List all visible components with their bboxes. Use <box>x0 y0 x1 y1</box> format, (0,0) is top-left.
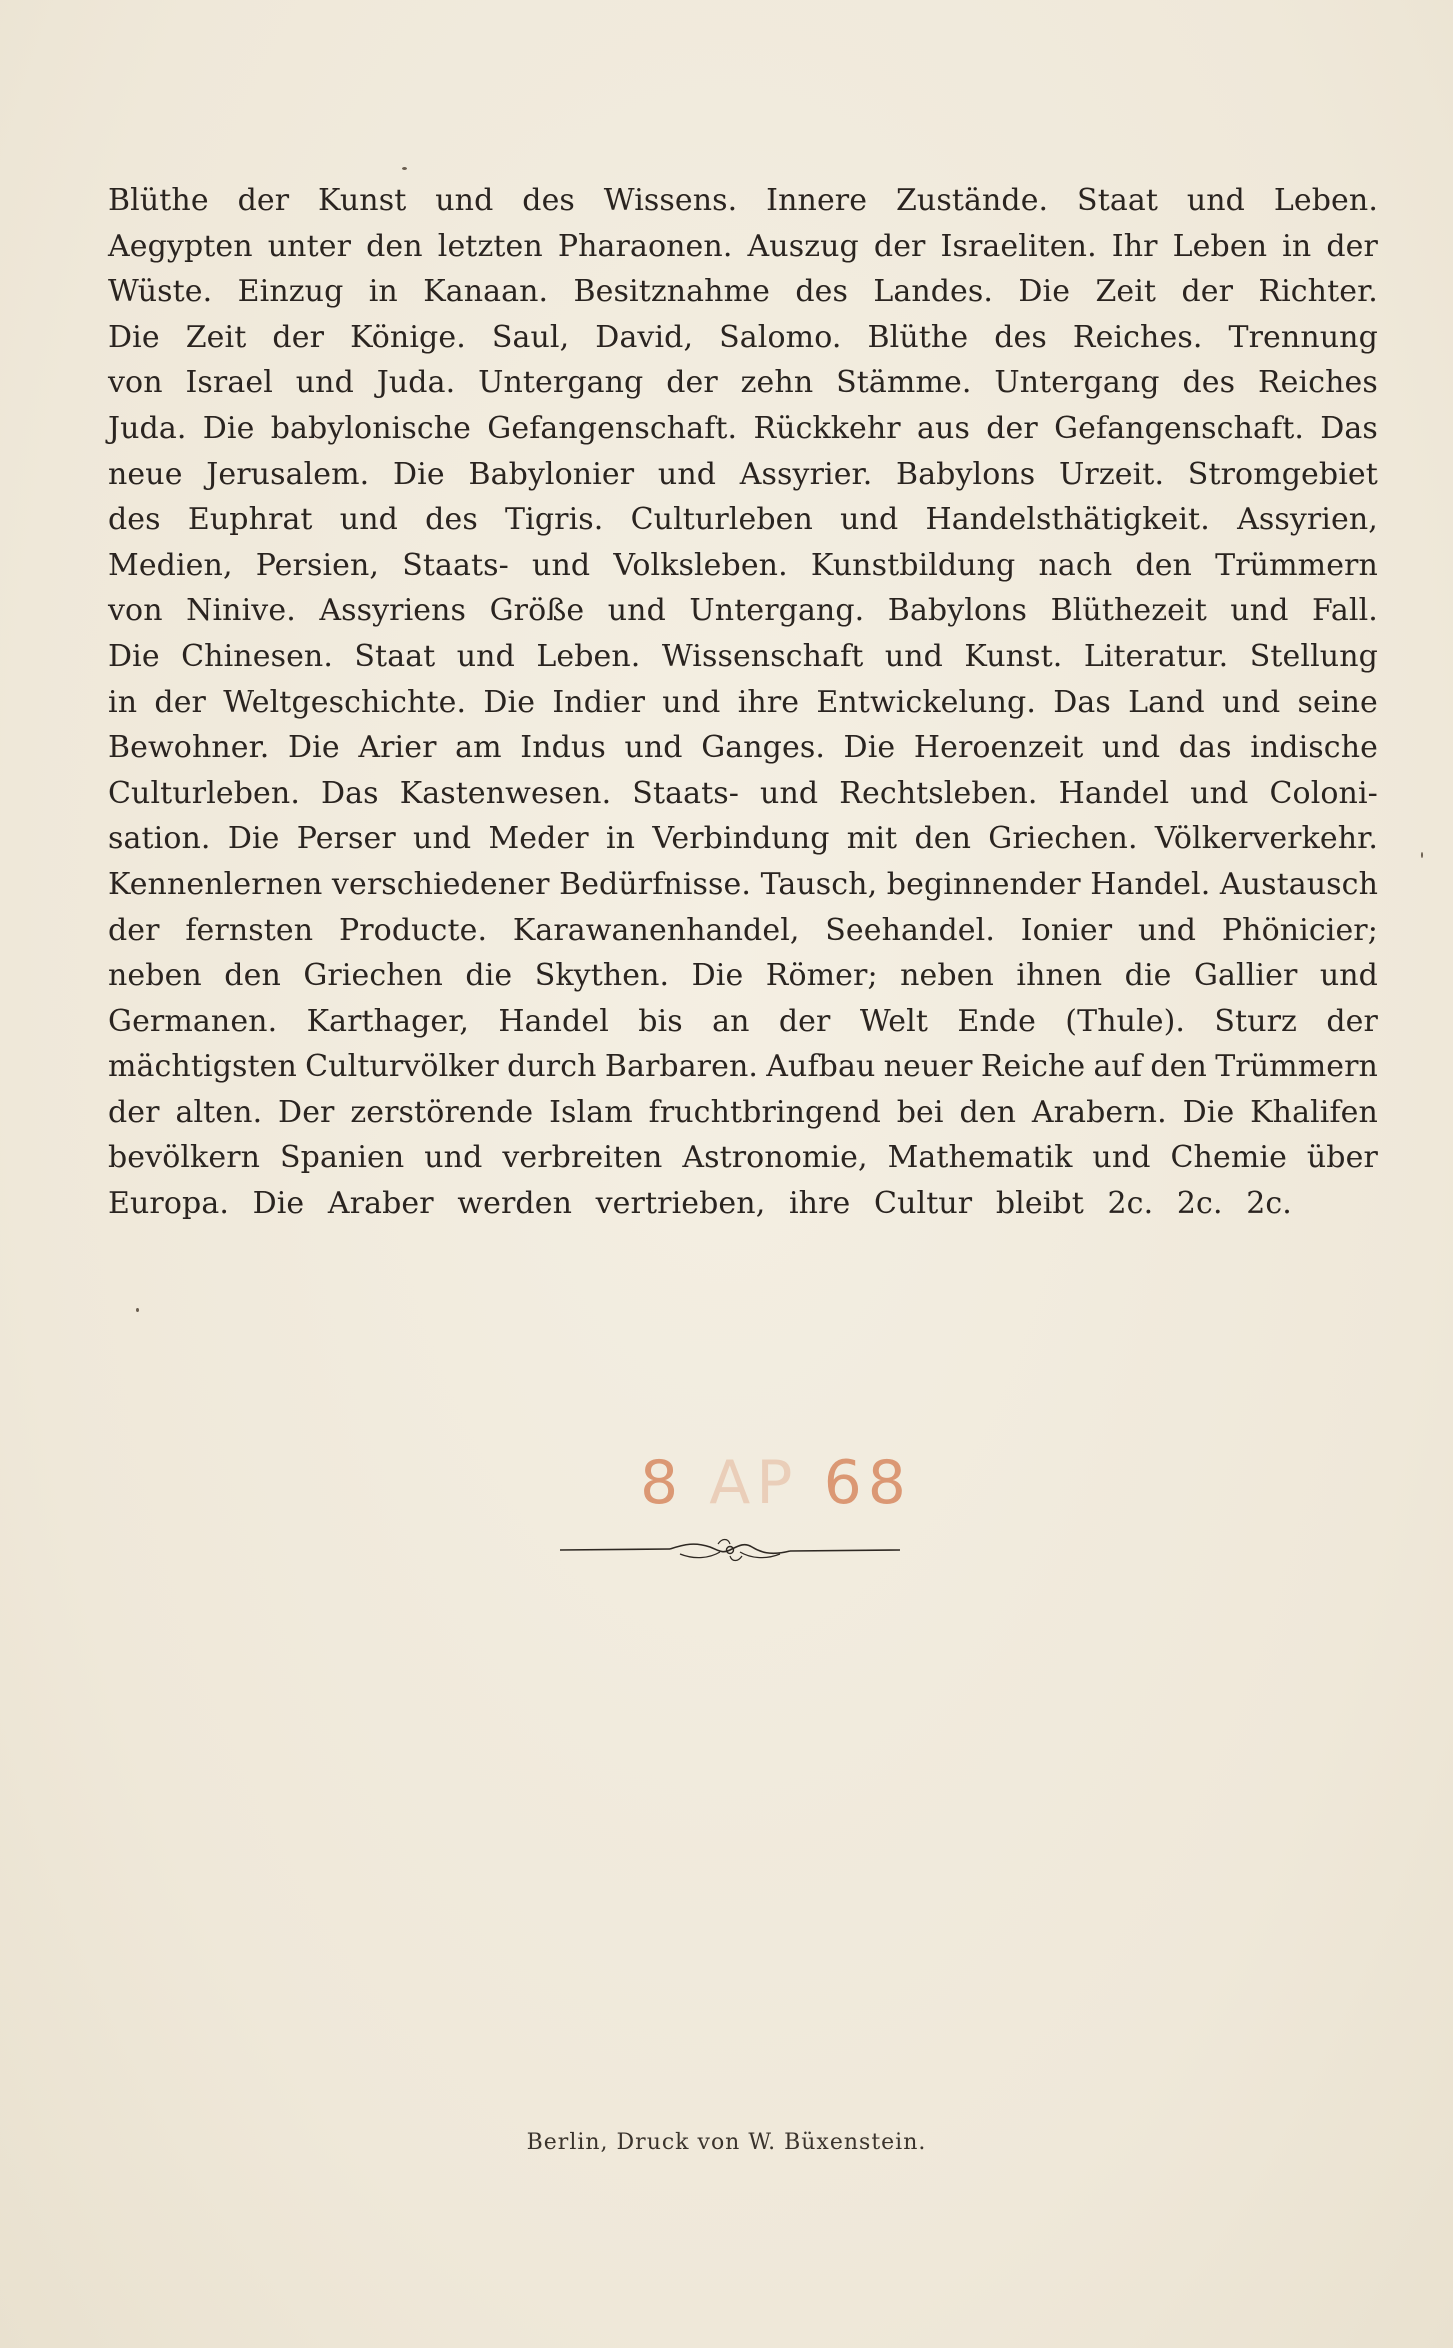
text-line <box>108 452 1378 498</box>
word: verbreiten <box>502 1140 663 1176</box>
word: Ninive. <box>186 593 296 629</box>
word: Die <box>288 730 340 766</box>
word: Blüthe <box>867 319 969 355</box>
word: Reiches. <box>1072 319 1203 355</box>
word: Könige. <box>350 319 466 355</box>
word: Babylons <box>887 593 1028 629</box>
word: Handel <box>498 1003 609 1039</box>
stamp-month: AP <box>709 1448 799 1518</box>
word: Meder <box>488 821 589 857</box>
word: Verbindung <box>652 821 830 857</box>
word: des <box>1182 365 1236 401</box>
word: Staat <box>354 638 436 674</box>
word: Astronomie, <box>682 1140 868 1176</box>
word: der <box>108 912 160 948</box>
word: Völkerverkehr. <box>1154 821 1378 857</box>
word: Die <box>843 730 896 766</box>
text-line <box>108 1135 1378 1181</box>
word: das <box>1178 730 1232 766</box>
word: Der <box>278 1094 335 1130</box>
word: mit <box>846 821 898 857</box>
word: der <box>666 365 718 401</box>
word: und <box>657 456 717 492</box>
word: neben <box>108 958 202 994</box>
word: den <box>366 228 423 264</box>
word: Römer; <box>765 958 878 994</box>
word: in <box>368 274 398 310</box>
word: Karawanenhandel, <box>512 912 800 948</box>
word: Griechen <box>303 958 443 994</box>
word: Chinesen. <box>181 638 333 674</box>
word: Das <box>321 775 379 811</box>
word: Gallier <box>1193 958 1298 994</box>
word: Euphrat <box>187 502 313 538</box>
word: Ihr <box>1111 228 1158 264</box>
word: Ionier <box>1020 912 1113 948</box>
word: letzten <box>437 228 543 264</box>
word: Reiches <box>1257 365 1378 401</box>
text-line <box>108 725 1378 771</box>
word: Babylons <box>896 456 1036 492</box>
word: Untergang <box>994 365 1160 401</box>
word: Größe <box>489 593 585 629</box>
word: Mathematik <box>887 1140 1073 1176</box>
word: und <box>760 775 819 811</box>
word: babylonische <box>270 410 472 446</box>
stamp-day: 8 <box>640 1448 685 1518</box>
word: und <box>456 638 515 674</box>
word: die <box>1124 958 1172 994</box>
word: Fall. <box>1312 593 1378 629</box>
word: zerstörende <box>350 1094 534 1130</box>
word: Wüste. <box>108 274 213 310</box>
word: Skythen. <box>534 958 670 994</box>
word: Aegypten <box>108 228 253 264</box>
word: von <box>108 365 163 401</box>
word: seine <box>1297 684 1378 720</box>
word: sation. <box>108 821 211 857</box>
word: an <box>712 1003 750 1039</box>
printer-imprint: Berlin, Druck von W. Büxenstein. <box>526 2130 927 2155</box>
word: der <box>1181 274 1234 310</box>
word: auf <box>1093 1049 1143 1085</box>
word: nach <box>1038 547 1113 583</box>
word: aus <box>917 410 970 446</box>
word: Trennung <box>1228 319 1378 355</box>
word: Weltgeschichte. <box>223 684 467 720</box>
word: Assyrien, <box>1237 502 1378 538</box>
word: und <box>1230 593 1289 629</box>
word: Leben <box>1172 228 1268 264</box>
text-line <box>108 406 1378 452</box>
text-line <box>108 315 1378 361</box>
word: Bewohner. <box>108 730 270 766</box>
word: und <box>1319 958 1378 994</box>
word: den <box>224 958 281 994</box>
word: Stromgebiet <box>1187 456 1378 492</box>
word: Ganges. <box>701 730 825 766</box>
word: am <box>455 730 502 766</box>
word: und <box>532 547 591 583</box>
word: Die <box>1182 1094 1235 1130</box>
word: Leben. <box>1273 183 1378 218</box>
word: und <box>1222 684 1281 720</box>
word: Juda. <box>376 365 456 401</box>
word: ihre <box>737 684 800 720</box>
word: und <box>413 821 472 857</box>
stamp-year: 68 <box>823 1448 912 1518</box>
word: Entwickelung. <box>816 684 1036 720</box>
word: Kunstbildung <box>810 547 1016 583</box>
word: und <box>884 638 943 674</box>
word: und <box>339 502 398 538</box>
word: Assyriens <box>319 593 467 629</box>
word: Handel <box>1058 775 1170 811</box>
word: den <box>959 1094 1017 1130</box>
text-line <box>108 953 1378 999</box>
word: Khalifen <box>1250 1094 1378 1130</box>
word: der <box>154 684 206 720</box>
word: Kunst <box>318 183 407 218</box>
word: Aufbau <box>766 1049 876 1085</box>
word: des <box>108 502 161 538</box>
word: den <box>1135 547 1192 583</box>
word: bei <box>896 1094 944 1130</box>
word: Germanen. <box>108 1003 278 1039</box>
word: Blüthe <box>108 183 209 218</box>
word: Die <box>202 410 255 446</box>
word: die <box>465 958 513 994</box>
word: Griechen. <box>988 821 1138 857</box>
word: Wissenschaft <box>661 638 864 674</box>
word: von <box>108 593 163 629</box>
word: des <box>994 319 1047 355</box>
word: Austausch <box>1219 866 1378 902</box>
word: neue <box>108 456 183 492</box>
word: des <box>425 502 478 538</box>
library-date-stamp <box>640 1448 912 1518</box>
text-line <box>108 269 1378 315</box>
word: Trümmern <box>1215 1049 1378 1085</box>
word: Perser <box>296 821 396 857</box>
word: Richter. <box>1258 274 1378 310</box>
word: Israeliten. <box>940 228 1097 264</box>
word: Wissens. <box>603 183 738 218</box>
word: (Thule). <box>1065 1003 1186 1039</box>
word: mächtigsten <box>108 1049 297 1085</box>
word: neben <box>900 958 994 994</box>
word: der <box>1326 228 1378 264</box>
word: fernsten <box>185 912 314 948</box>
decorative-flourish-rule-icon <box>560 1530 900 1570</box>
word: Rückkehr <box>753 410 901 446</box>
word: der <box>108 1094 160 1130</box>
word: Kanaan. <box>423 274 549 310</box>
text-line <box>108 908 1378 954</box>
word: Medien, <box>108 547 233 583</box>
text-line <box>108 588 1378 634</box>
word: durch <box>507 1049 597 1085</box>
word: Indier <box>552 684 646 720</box>
word: bevölkern <box>108 1140 261 1176</box>
word: in <box>1282 228 1312 264</box>
word: Die <box>108 319 160 355</box>
word: und <box>1190 775 1249 811</box>
word: Indus <box>520 730 606 766</box>
word: Die <box>1018 274 1071 310</box>
word: fruchtbringend <box>648 1094 881 1130</box>
word: Land <box>1128 684 1205 720</box>
word: ihnen <box>1016 958 1103 994</box>
word: und <box>435 183 494 218</box>
word: und <box>607 593 666 629</box>
word: der <box>778 1003 831 1039</box>
body-text <box>108 178 1378 1227</box>
word: Einzug <box>237 274 344 310</box>
text-line <box>108 862 1378 908</box>
word: Islam <box>549 1094 633 1130</box>
word: neuer <box>883 1049 973 1085</box>
word: Innere <box>766 183 868 218</box>
word: Untergang <box>478 365 644 401</box>
word: Trümmern <box>1215 547 1378 583</box>
word: Babylonier <box>468 456 635 492</box>
word: Tigris. <box>505 502 604 538</box>
word: Zustände. <box>895 183 1049 218</box>
word: Die <box>227 821 280 857</box>
word: in <box>605 821 636 857</box>
word: den <box>1150 1049 1207 1085</box>
word: und <box>1186 183 1245 218</box>
word: und <box>1092 1140 1151 1176</box>
word: über <box>1306 1140 1378 1176</box>
word: und <box>295 365 354 401</box>
word: Gefangenschaft. <box>487 410 738 446</box>
paper-speck <box>1421 852 1423 858</box>
word: Literatur. <box>1083 638 1229 674</box>
word: Untergang. <box>689 593 865 629</box>
word: Spanien <box>279 1140 405 1176</box>
word: Heroenzeit <box>913 730 1084 766</box>
word: Pharaonen. <box>557 228 733 264</box>
text-line <box>108 634 1378 680</box>
word: Salomo. <box>719 319 842 355</box>
word: Producte. <box>338 912 488 948</box>
word: Arier <box>358 730 437 766</box>
word: Tausch, <box>760 866 878 902</box>
text-line <box>108 999 1378 1045</box>
word: Staats- <box>632 775 739 811</box>
word: Leben. <box>536 638 641 674</box>
word: Stellung <box>1249 638 1378 674</box>
word: Die <box>108 638 160 674</box>
text-line <box>108 543 1378 589</box>
word: Blüthezeit <box>1050 593 1207 629</box>
word: des <box>795 274 848 310</box>
word: unter <box>267 228 352 264</box>
word: verschiedener <box>331 866 550 902</box>
word: Reiche <box>980 1049 1086 1085</box>
word: Rechtsleben. <box>839 775 1038 811</box>
text-line <box>108 360 1378 406</box>
word: Coloni- <box>1269 775 1378 811</box>
word: Culturleben. <box>108 775 300 811</box>
text-line <box>108 1090 1378 1136</box>
word: der <box>873 228 926 264</box>
paper-speck <box>136 1308 139 1312</box>
word: Kastenwesen. <box>399 775 612 811</box>
word: und <box>662 684 721 720</box>
word: Phönicier; <box>1221 912 1378 948</box>
word: Welt <box>859 1003 929 1039</box>
word: Die <box>483 684 536 720</box>
word: Bedürfnisse. <box>559 866 752 902</box>
text-line <box>108 497 1378 543</box>
word: Israel <box>185 365 273 401</box>
word: der <box>272 319 325 355</box>
text-line <box>108 771 1378 817</box>
word: Staats- <box>402 547 509 583</box>
word: Gefangenschaft. <box>1054 410 1304 446</box>
word: Culturvölker <box>305 1049 499 1085</box>
word: den <box>914 821 972 857</box>
word: Jerusalem. <box>206 456 370 492</box>
word: Karthager, <box>306 1003 470 1039</box>
word: Die <box>691 958 744 994</box>
word: Barbaren. <box>604 1049 759 1085</box>
text-line <box>108 178 1378 224</box>
word: Ende <box>957 1003 1036 1039</box>
word: in <box>108 684 138 720</box>
word: Das <box>1053 684 1111 720</box>
word: alten. <box>175 1094 263 1130</box>
word: Handelsthätigkeit. <box>925 502 1210 538</box>
word: der <box>237 183 290 218</box>
text-line <box>108 680 1378 726</box>
word: Staat <box>1077 183 1158 218</box>
word: Das <box>1320 410 1378 446</box>
word: Persien, <box>255 547 380 583</box>
word: Auszug <box>747 228 859 264</box>
word: und <box>624 730 683 766</box>
word: indische <box>1250 730 1378 766</box>
word: des <box>522 183 575 218</box>
word: zehn <box>740 365 814 401</box>
word: Zeit <box>185 319 247 355</box>
word: und <box>1137 912 1197 948</box>
word: Die <box>393 456 445 492</box>
word: Sturz <box>1214 1003 1297 1039</box>
word: Arabern. <box>1031 1094 1167 1130</box>
word: bis <box>638 1003 683 1039</box>
word: und <box>840 502 899 538</box>
text-line: Europa. Die Araber werden vertrieben, ihre Cultur bleibt 2c. 2c. 2c. <box>108 1186 1292 1222</box>
word: Seehandel. <box>825 912 995 948</box>
text-line <box>108 816 1378 862</box>
word: David, <box>595 319 694 355</box>
word: Saul, <box>491 319 570 355</box>
word: Juda. <box>108 410 187 446</box>
word: und <box>1102 730 1161 766</box>
word: der <box>986 410 1038 446</box>
word: Chemie <box>1170 1140 1287 1176</box>
word: Culturleben <box>630 502 813 538</box>
word: Kunst. <box>964 638 1063 674</box>
word: Handel. <box>1090 866 1211 902</box>
word: Urzeit. <box>1059 456 1165 492</box>
paper-speck <box>402 167 407 170</box>
word: Stämme. <box>836 365 972 401</box>
word: und <box>424 1140 483 1176</box>
word: Volksleben. <box>613 547 788 583</box>
word: Zeit <box>1095 274 1157 310</box>
word: Assyrier. <box>739 456 873 492</box>
text-line <box>108 224 1378 270</box>
word: Besitznahme <box>573 274 770 310</box>
word: beginnender <box>886 866 1081 902</box>
text-line <box>108 1044 1378 1090</box>
word: Landes. <box>873 274 994 310</box>
word: Kennenlernen <box>108 866 323 902</box>
word: der <box>1326 1003 1378 1039</box>
